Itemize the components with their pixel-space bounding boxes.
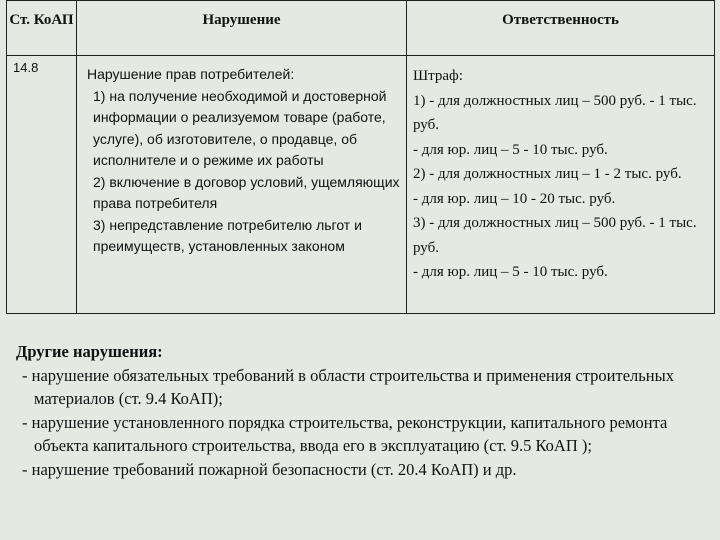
responsibility-line: - для юр. лиц – 10 - 20 тыс. руб. [413,190,616,207]
table-header-row [7,1,715,56]
violation-item-1: 1) на получение необходимой и достоверной информации о реализуемом товаре (работе, услуге), об изготовителе, о продавце, об исполнителе и о режиме их работы [93,87,387,168]
violation-item-3: 3) непредставление потребителю льгот и преимуществ, установленных законом [93,216,362,254]
article-cell [7,56,77,314]
violation-intro: Нарушение прав потребителей: [87,66,295,82]
table-row [7,56,715,314]
article-number: 14.8 [13,60,39,75]
violation-cell [77,56,407,314]
list-item: - нарушение требований пожарной безопасности (ст. 20.4 КоАП) и др. [22,459,517,479]
responsibility-line: Штраф: [413,68,463,84]
other-violations [16,340,712,481]
list-item: - нарушение обязательных требований в области строительства и применения строительных материалов (ст. 9.4 КоАП); [22,365,674,408]
responsibility-line: 1) - для должностных лиц – 500 руб. - 1 тыс. руб. [413,92,697,133]
header-article: Ст. КоАП [7,1,77,56]
koap-table [6,0,715,314]
responsibility-line: - для юр. лиц – 5 - 10 тыс. руб. [413,141,608,158]
header-violation: Нарушение [77,1,407,56]
violation-item-2: 2) включение в договор условий, ущемляющих права потребителя [93,173,400,211]
responsibility-line: 3) - для должностных лиц – 500 руб. - 1 тыс. руб. [413,215,697,256]
list-item: - нарушение установленного порядка строительства, реконструкции, капитального ремонта объекта капитального строительства, ввода его в эксплуатацию (ст. 9.5 КоАП ); [22,412,668,455]
responsibility-line: - для юр. лиц – 5 - 10 тыс. руб. [413,264,608,280]
header-responsibility: Ответственность [407,1,715,56]
responsibility-line: 2) - для должностных лиц – 1 - 2 тыс. руб. [413,166,682,182]
responsibility-cell [407,56,715,314]
other-violations-title: Другие нарушения: [16,342,163,361]
